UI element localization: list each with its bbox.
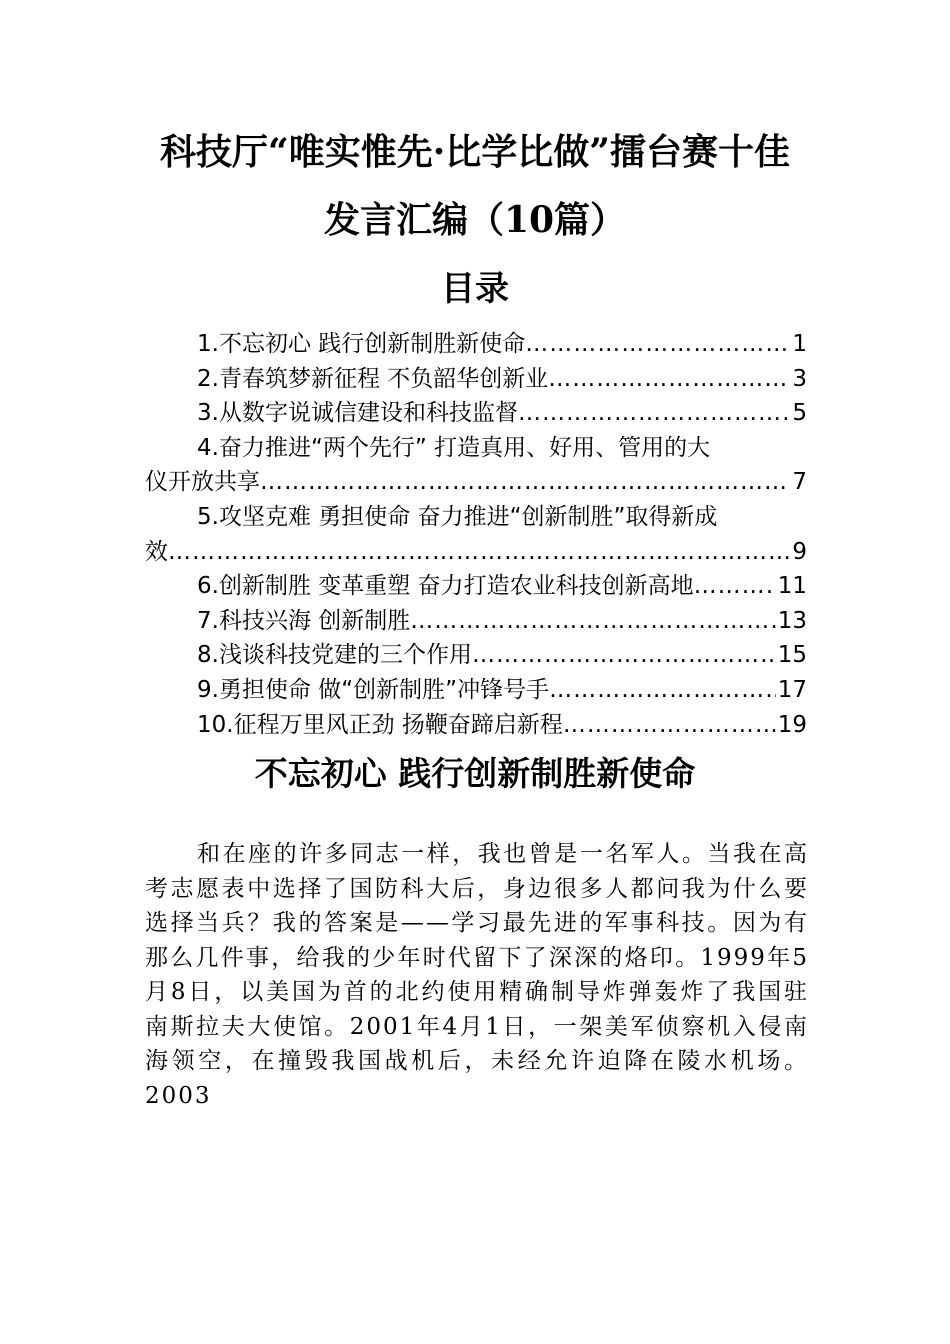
- toc-leader: [260, 465, 790, 500]
- toc-entry[interactable]: [145, 604, 807, 639]
- toc-entry-page: 5: [792, 400, 807, 427]
- toc-entry-page: 15: [777, 642, 807, 669]
- toc-entry-title: 7.科技兴海 创新制胜: [197, 607, 411, 634]
- toc-leader: [518, 396, 790, 431]
- document-title-line-1: 科技厅“唯实惟先·比学比做”擂台赛十佳: [160, 131, 790, 173]
- toc-leader: [694, 569, 776, 604]
- toc-entry-title-line-1: 5.攻坚克难 勇担使命 奋力推进“创新制胜”取得新成: [197, 503, 718, 530]
- toc-entry[interactable]: [145, 500, 807, 569]
- toc-entry[interactable]: [145, 708, 807, 743]
- toc-entry-title-line-1: 4.奋力推进“两个先行” 打造真用、好用、管用的大: [197, 434, 711, 461]
- toc-leader: [563, 708, 776, 743]
- toc-entry-title: 8.浅谈科技党建的三个作用: [197, 642, 472, 669]
- toc-leader: [168, 535, 790, 570]
- toc-entry-page: 11: [777, 573, 807, 600]
- toc-entry-page: 17: [777, 676, 807, 703]
- toc-entry[interactable]: [145, 431, 807, 500]
- toc-entry-page: 9: [792, 538, 807, 565]
- toc-leader: [548, 362, 790, 397]
- toc-entry-title-line-2: 效: [145, 538, 168, 565]
- toc-entry-title: 3.从数字说诚信建设和科技监督: [197, 400, 518, 427]
- toc-entry-page: 13: [777, 607, 807, 634]
- toc-entry-title: 2.青春筑梦新征程 不负韶华创新业: [197, 365, 549, 392]
- toc-leader: [472, 638, 776, 673]
- toc-entry-title: 10.征程万里风正劲 扬鞭奋蹄启新程: [197, 711, 563, 738]
- toc-entry-title: 1.不忘初心 践行创新制胜新使命: [197, 331, 526, 357]
- toc-leader: [549, 673, 776, 708]
- section-title: 不忘初心 践行创新制胜新使命: [254, 754, 696, 793]
- toc-heading: 目录: [441, 269, 509, 309]
- toc-entry[interactable]: [145, 362, 807, 397]
- document-title-line-2: 发言汇编（10篇）: [323, 199, 627, 241]
- toc-entry-page: 3: [792, 365, 807, 392]
- toc-entry-page: 7: [792, 469, 807, 496]
- table-of-contents: [145, 327, 807, 742]
- toc-entry[interactable]: [145, 638, 807, 673]
- toc-leader: [525, 327, 790, 362]
- toc-entry[interactable]: [145, 396, 807, 431]
- body-paragraph: 和在座的许多同志一样，我也曾是一名军人。当我在高考志愿表中选择了国防科大后，身边很多人都问我为什么要选择当兵？我的答案是——学习最先进的军事科技。因为有那么几件事，给我的少年时代留下了深深的烙印。1999年5月8日，以美国为首的北约使用精确制导炸弹轰炸了我国驻南斯拉夫大使馆。2001年4月1日，一架美军侦察机入侵南海领空，在撞毁我国战机后，未经允许迫降在陵水机场。2003: [145, 841, 809, 1109]
- toc-entry[interactable]: [145, 569, 807, 604]
- toc-entry[interactable]: [145, 327, 807, 362]
- toc-entry-page: 19: [777, 711, 807, 738]
- toc-entry-page: 1: [792, 331, 807, 357]
- toc-entry-title: 9.勇担使命 做“创新制胜”冲锋号手: [197, 676, 550, 703]
- toc-entry-title-line-2: 仪开放共享: [145, 469, 260, 496]
- toc-entry[interactable]: [145, 673, 807, 708]
- toc-entry-title: 6.创新制胜 变革重塑 奋力打造农业科技创新高地: [197, 573, 694, 600]
- toc-leader: [410, 604, 775, 639]
